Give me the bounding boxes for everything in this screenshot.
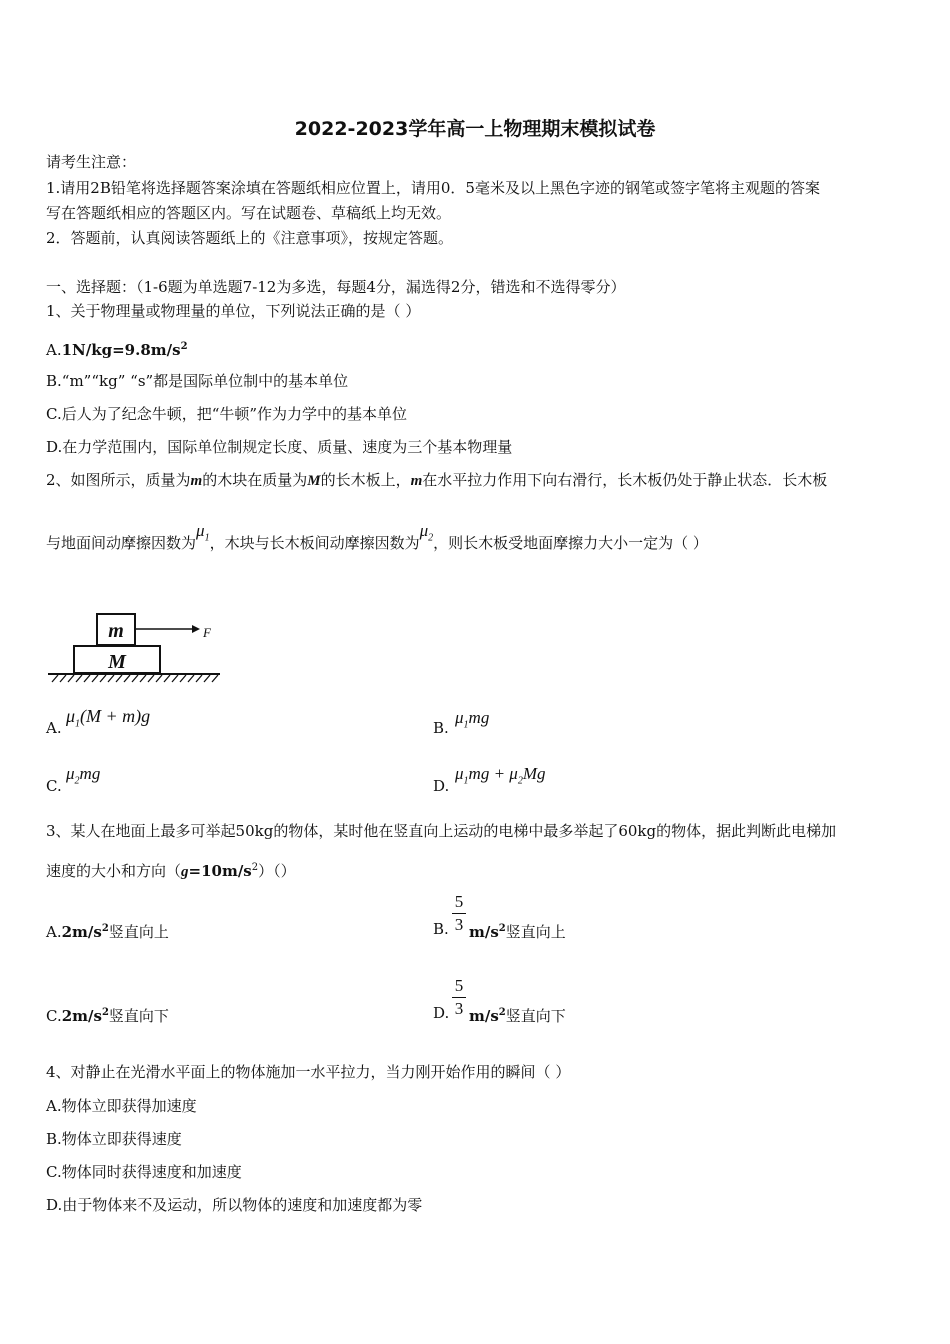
q2-var-m: m xyxy=(410,473,423,489)
q3-var-g: g xyxy=(181,864,189,880)
q3-option-d-unit-text: m/s xyxy=(469,1007,499,1025)
large-block-label: M xyxy=(108,651,126,673)
force-label: F xyxy=(203,625,211,640)
q3-stem-line-1: 3、某人在地面上最多可举起50kg的物体，某时他在竖直向上运动的电梯中最多举起了60kg的物体，据此判断此电梯加 xyxy=(46,822,837,840)
q2-figure xyxy=(44,606,234,688)
ground-hatching xyxy=(52,675,218,682)
q2-stem-text: 的长木板上， xyxy=(320,471,411,489)
q4-option-a: A.物体立即获得加速度 xyxy=(46,1097,197,1115)
q3-option-c-value: 2m/s xyxy=(61,1007,102,1025)
formula-rest: mg xyxy=(79,764,101,783)
mu-symbol: μ xyxy=(509,764,518,783)
page-title: 2022-2023学年高一上物理期末模拟试卷 xyxy=(294,118,656,140)
mu-symbol: μ xyxy=(196,521,205,540)
q3-stem-line-2 xyxy=(46,858,296,882)
mu-symbol: μ xyxy=(66,764,75,783)
fraction-bar xyxy=(452,913,466,914)
notice-item-1-line-1: 1.请用2B铅笔将选择题答案涂填在答题纸相应位置上，请用0．5毫米及以上黑色字迹的钢笔或签字笔将主观题的答案 xyxy=(46,179,820,197)
fraction-bar xyxy=(452,997,466,998)
q3-option-b-label: B. xyxy=(433,920,449,938)
q2-stem-text: 在水平拉力作用下向右滑行，长木板仍处于静止状态．长木板 xyxy=(422,471,828,489)
notice-heading: 请考生注意： xyxy=(46,153,137,171)
q2-stem-text: 2、如图所示，质量为 xyxy=(46,471,191,489)
q1-option-d: D.在力学范围内，国际单位制规定长度、质量、速度为三个基本物理量 xyxy=(46,438,513,456)
q2-option-d-label: D. xyxy=(433,777,450,795)
q3-option-b-unit xyxy=(469,919,566,942)
q2-option-a-formula xyxy=(66,706,150,735)
q2-option-b-formula xyxy=(455,708,489,735)
q2-mu2 xyxy=(419,521,434,544)
q4-stem: 4、对静止在光滑水平面上的物体施加一水平拉力，当力刚开始作用的瞬间（ ） xyxy=(46,1063,571,1081)
q3-option-c-direction: 竖直向下 xyxy=(108,1007,169,1025)
mu-subscript: 1 xyxy=(204,532,210,544)
q2-option-a-label: A. xyxy=(46,719,62,737)
q3-option-b-unit-text: m/s xyxy=(469,923,499,941)
q1-option-a-text: 1N/kg=9.8m/s xyxy=(61,341,181,359)
q3-stem-text: ）（） xyxy=(258,862,296,880)
q2-stem-text: ，则长木板受地面摩擦力大小一定为（ ） xyxy=(433,534,708,552)
fraction-denominator: 3 xyxy=(454,999,464,1018)
q1-stem: 1、关于物理量或物理量的单位，下列说法正确的是（ ） xyxy=(46,302,421,320)
force-arrow-icon xyxy=(192,625,200,633)
notice-item-2: 2．答题前，认真阅读答题纸上的《注意事项》，按规定答题。 xyxy=(46,229,454,247)
q2-option-d-formula xyxy=(455,764,546,791)
q3-option-c-label: C. xyxy=(46,1007,62,1025)
notice-item-1-line-2: 写在答题纸相应的答题区内。写在试题卷、草稿纸上均无效。 xyxy=(46,204,452,222)
section-heading: 一、选择题：（1-6题为单选题7-12为多选，每题4分，漏选得2分，错选和不选得零分） xyxy=(46,278,626,296)
fraction-numerator: 5 xyxy=(454,976,464,995)
q3-option-d-unit xyxy=(469,1003,566,1026)
q1-option-a-exponent: 2 xyxy=(180,341,188,352)
mu-subscript: 2 xyxy=(517,775,523,787)
q3-option-d-label: D. xyxy=(433,1004,450,1022)
q3-option-d-direction: 竖直向下 xyxy=(505,1007,566,1025)
q2-var-M: M xyxy=(307,473,321,489)
q1-option-b: B.“m”“kg” “s”都是国际单位制中的基本单位 xyxy=(46,372,349,390)
formula-rest: mg xyxy=(468,708,490,727)
q2-stem-text: 的木块在质量为 xyxy=(202,471,308,489)
formula-rest: Mg xyxy=(522,764,546,783)
q2-var-m: m xyxy=(190,473,203,489)
q3-option-a-label: A. xyxy=(46,923,62,941)
q3-option-b-fraction xyxy=(452,892,466,935)
mu-symbol: μ xyxy=(455,708,464,727)
mu-symbol: μ xyxy=(66,706,76,726)
q3-exponent: 2 xyxy=(251,862,259,873)
formula-rest: mg + xyxy=(468,764,510,783)
q3-option-a-direction: 竖直向上 xyxy=(108,923,169,941)
q2-stem-line-2 xyxy=(46,521,708,560)
q3-option-d-fraction xyxy=(452,976,466,1019)
q3-option-b-exponent: 2 xyxy=(498,923,506,934)
fraction-denominator: 3 xyxy=(454,915,464,934)
q3-option-b-direction: 竖直向上 xyxy=(505,923,566,941)
mu-subscript: 1 xyxy=(463,719,469,731)
q1-option-a xyxy=(46,337,188,360)
q2-option-c-label: C. xyxy=(46,777,62,795)
q2-stem-text: ，木块与长木板间动摩擦因数为 xyxy=(209,534,420,552)
mu-subscript: 2 xyxy=(428,532,434,544)
small-block-label: m xyxy=(108,620,124,642)
q1-option-c: C.后人为了纪念牛顿，把“牛顿”作为力学中的基本单位 xyxy=(46,405,408,423)
q3-option-c-exponent: 2 xyxy=(101,1007,109,1018)
formula-rest: (M + m)g xyxy=(80,706,151,726)
mu-subscript: 1 xyxy=(463,775,469,787)
q2-stem-line-1 xyxy=(46,470,827,491)
mu-symbol: μ xyxy=(455,764,464,783)
q3-option-a-exponent: 2 xyxy=(101,923,109,934)
q4-option-d: D.由于物体来不及运动，所以物体的速度和加速度都为零 xyxy=(46,1196,423,1214)
q1-option-a-label: A. xyxy=(46,341,62,359)
q2-option-c-formula xyxy=(66,764,100,791)
fraction-numerator: 5 xyxy=(454,892,464,911)
q3-stem-text: 速度的大小和方向（ xyxy=(46,862,182,880)
q3-option-a xyxy=(46,919,169,942)
q3-option-d-exponent: 2 xyxy=(498,1007,506,1018)
q3-g-value: =10m/s xyxy=(188,862,252,880)
q4-option-c: C.物体同时获得速度和加速度 xyxy=(46,1163,242,1181)
mu-subscript: 1 xyxy=(75,718,81,730)
mu-subscript: 2 xyxy=(74,775,80,787)
q4-option-b: B.物体立即获得速度 xyxy=(46,1130,182,1148)
q2-stem-text: 与地面间动摩擦因数为 xyxy=(46,534,197,552)
q3-option-a-value: 2m/s xyxy=(61,923,102,941)
q2-mu1 xyxy=(196,521,210,544)
q2-option-b-label: B. xyxy=(433,719,449,737)
q3-option-c xyxy=(46,1003,169,1026)
mu-symbol: μ xyxy=(419,521,429,540)
